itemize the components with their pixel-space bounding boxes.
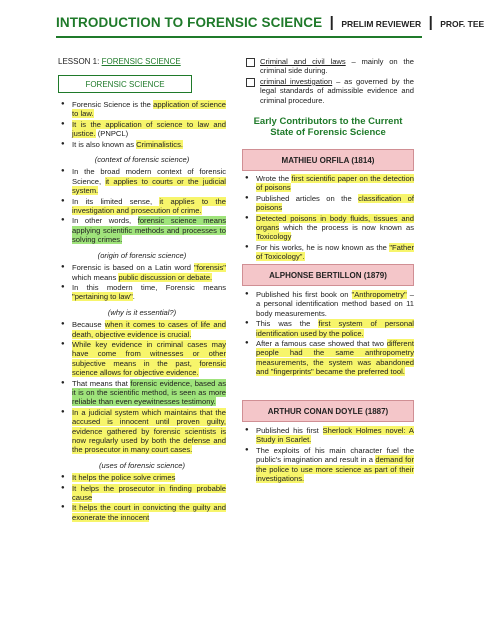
list-item: ● Published articles on the classification of poisons <box>256 194 414 213</box>
bertillon-list <box>242 290 414 378</box>
list-item: ● Forensic Science is the application of science to law. <box>72 100 226 119</box>
contributor-box-bertillon: ALPHONSE BERTILLON (1879) <box>242 264 414 286</box>
checkbox-item[interactable]: criminal investigation – as governed by the legal standards of admissible evidence and criminal procedure. <box>260 76 414 105</box>
list-item: ● It helps the court in convicting the guilty and exonerate the innocent <box>72 503 226 522</box>
list-item: ● Detected poisons in body fluids, tissues and organs which the process is now known as Toxicology <box>256 214 414 242</box>
subsection-title: (uses of forensic science) <box>98 460 186 470</box>
list-item: ● Because when it comes to cases of life and death, objective evidence is crucial. <box>72 320 226 339</box>
lesson-prefix: LESSON 1: <box>58 57 102 66</box>
list-item: ● Published his first Sherlock Holmes novel: A Study in Scarlet. <box>256 426 414 445</box>
document-title: INTRODUCTION TO FORENSIC SCIENCE <box>56 15 323 30</box>
list-item: ● It helps the prosecutor in finding probable cause <box>72 484 226 503</box>
left-column <box>58 100 226 523</box>
list-item: ● While key evidence in criminal cases may have come from witnesses or other subjective means in the past, forensic science allows for objective evidence. <box>72 340 226 378</box>
contributor-box-doyle: ARTHUR CONAN DOYLE (1887) <box>242 400 414 422</box>
header-separator: | <box>329 14 334 31</box>
doyle-list <box>242 426 414 484</box>
header-author: PROF. TEE <box>440 19 484 29</box>
list-item: ● Wrote the first scientific paper on the detection of poisons <box>256 174 414 193</box>
list-item: ● It is also known as Criminalistics. <box>72 140 226 149</box>
header-separator-2: | <box>428 14 433 31</box>
subsection-title: (context of forensic science) <box>94 155 190 165</box>
subsection-title: (origin of forensic science) <box>97 250 187 260</box>
list-item: ● In other words, forensic science means applying scientific methods and processes to solving crimes. <box>72 216 226 244</box>
list-item: ● That means that forensic evidence, based as it is on the scientific method, is seen as more reliable than even eyewitnesses testimony. <box>72 379 226 407</box>
checkbox-item[interactable]: Criminal and civil laws – mainly on the criminal side during. <box>260 57 414 76</box>
section-heading: Early Contributors to the Current State of Forensic Science <box>253 116 403 138</box>
checklist <box>242 57 414 106</box>
list-item: ● In the broad modern context of forensic Science, it applies to courts or the judicial system. <box>72 167 226 195</box>
list-item: ● Published his first book on "Anthropometry" – a personal identification method based on 11 body measurements. <box>256 290 414 318</box>
list-item: ● This was the first system of personal identification used by the police. <box>256 319 414 338</box>
header-subtitle: PRELIM REVIEWER <box>341 19 422 29</box>
section-title-box: FORENSIC SCIENCE <box>58 75 192 93</box>
subsection-title: (why is it essential?) <box>107 307 177 317</box>
orfila-list <box>242 174 414 263</box>
list-item: ● It is the application of science to law and justice. (PNPCL) <box>72 120 226 139</box>
list-item: ● Forensic is based on a Latin word "forensis" which means public discussion or debate. <box>72 263 226 282</box>
list-item: ● In this modern time, Forensic means "pertaining to law". <box>72 283 226 302</box>
document-header <box>56 14 484 38</box>
list-item: ● The exploits of his main character fuel the public's imagination and result in a demand for the police to use more science as part of their investigations. <box>256 446 414 484</box>
list-item: ● In its limited sense, it applies to the investigation and prosecution of crime. <box>72 197 226 216</box>
list-item: ● For his works, he is now known as the "Father of Toxicology". <box>256 243 414 262</box>
list-item: ● After a famous case showed that two different people had the same anthropometry measurements, the system was abandoned and "fingerprints" became the preferred tool. <box>256 339 414 377</box>
lesson-link[interactable]: FORENSIC SCIENCE <box>101 57 181 66</box>
list-item: ● In a judicial system which maintains that the accused is innocent until proven guilty, evidence gathered by forensic scientists is now regularly used by both the defense and the prosecutor in many court cases. <box>72 408 226 455</box>
lesson-label <box>58 57 181 66</box>
contributor-box-orfila: MATHIEU ORFILA (1814) <box>242 149 414 171</box>
list-item: ● It helps the police solve crimes <box>72 473 226 482</box>
